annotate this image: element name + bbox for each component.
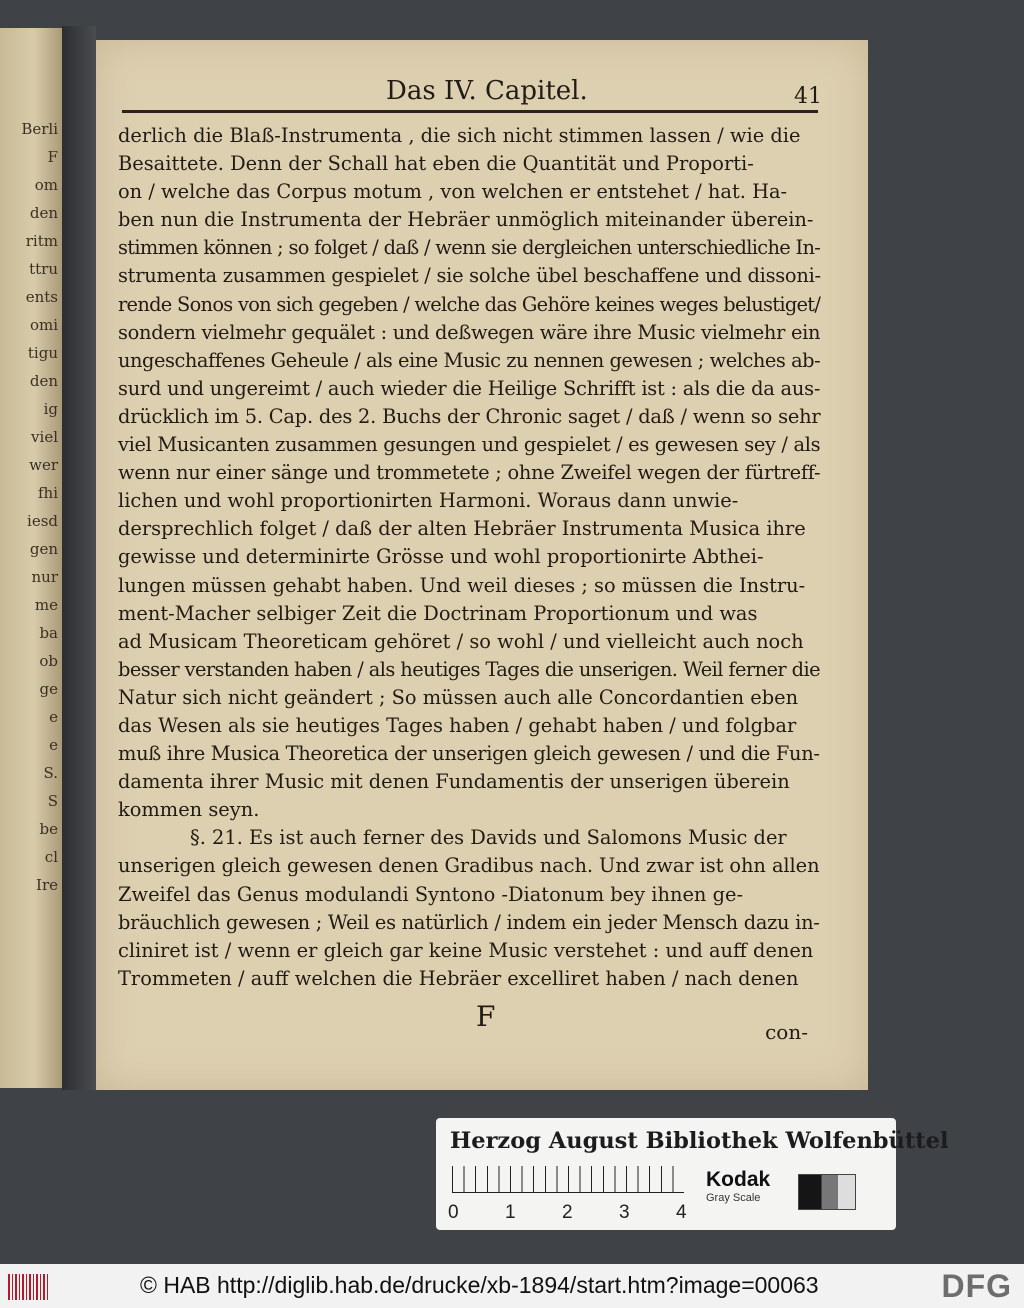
text-line: viel Musicanten zusammen gesungen und gespielet / es gewesen sey / als xyxy=(118,433,821,457)
text-line: wenn nur einer sänge und trommetete ; ohne Zweifel wegen der fürtreff- xyxy=(118,461,821,485)
text-line: lichen und wohl proportionirten Harmoni. Woraus dann unwie- xyxy=(118,489,739,513)
text-line: unserigen gleich gewesen denen Gradibus nach. Und zwar ist ohn allen xyxy=(118,854,820,878)
text-line: ben nun die Instrumenta der Hebräer unmöglich miteinander überein- xyxy=(118,208,814,232)
ruler-scale xyxy=(452,1166,684,1193)
text-line: surd und ungereimt / auch wieder die Heilige Schrifft ist : als die da aus- xyxy=(118,376,821,400)
ruler-numbers xyxy=(448,1202,698,1224)
text-line: Zweifel das Genus modulandi Syntono -Diatonum bey ihnen ge- xyxy=(118,882,744,906)
text-line: gewisse und determinirte Grösse und wohl proportionirte Abthei- xyxy=(118,545,764,569)
body-text xyxy=(118,122,820,993)
text-line: ad Musicam Theoreticam gehöret / so wohl / und vielleicht auch noch xyxy=(118,629,804,653)
text-line: ungeschaffenes Geheule / als eine Music zu nennen gewesen ; welches ab- xyxy=(118,348,821,372)
left-page-fragment: S. xyxy=(43,764,58,782)
dfg-logo: DFG xyxy=(941,1268,1012,1304)
left-page-fragment: nur xyxy=(31,568,58,586)
ruler-number: 1 xyxy=(505,1202,516,1223)
page-number: 41 xyxy=(794,84,822,109)
left-page-fragment: ob xyxy=(39,652,58,670)
page-foot xyxy=(96,1000,868,1060)
text-line: ment-Macher selbiger Zeit die Doctrinam Proportionum und was xyxy=(118,601,758,625)
left-page-fragment: e xyxy=(49,736,58,754)
viewer-footer xyxy=(0,1264,1024,1308)
left-page-edge xyxy=(0,28,64,1088)
left-page-fragment: den xyxy=(29,372,58,390)
left-page-fragment: Berli xyxy=(21,120,58,138)
text-line: Natur sich nicht geändert ; So müssen auch alle Concordantien eben xyxy=(118,685,799,709)
chapter-title: Das IV. Capitel. xyxy=(386,76,588,106)
left-page-fragment: ttru xyxy=(29,260,58,278)
left-page-fragment: ents xyxy=(25,288,58,306)
left-page-fragment: tigu xyxy=(27,344,58,362)
left-page-fragment: viel xyxy=(31,428,58,446)
text-line: kommen seyn. xyxy=(118,798,260,822)
left-page-fragment: iesd xyxy=(27,512,58,530)
text-line: muß ihre Musica Theoretica der unserigen gleich gewesen / und die Fun- xyxy=(118,742,820,766)
left-page-fragment: den xyxy=(29,204,58,222)
header-rule xyxy=(122,110,818,113)
ruler-number: 2 xyxy=(562,1202,573,1223)
ruler-number: 0 xyxy=(448,1202,459,1223)
text-line: lungen müssen gehabt haben. Und weil dieses ; so müssen die Instru- xyxy=(118,573,806,597)
book-page xyxy=(96,40,868,1090)
library-name: Herzog August Bibliothek Wolfenbüttel xyxy=(450,1128,949,1154)
text-line: drücklich im 5. Cap. des 2. Buchs der Chronic saget / daß / wenn so sehr xyxy=(118,404,821,428)
ruler-number: 4 xyxy=(676,1202,687,1223)
left-page-fragment: S xyxy=(47,792,58,810)
left-page-fragment: ig xyxy=(43,400,58,418)
left-page-fragment: me xyxy=(34,596,58,614)
catchword: con- xyxy=(765,1020,808,1044)
ruler-number: 3 xyxy=(619,1202,630,1223)
left-page-fragment: ritm xyxy=(25,232,58,250)
copyright-link[interactable]: © HAB http://diglib.hab.de/drucke/xb-1894/start.htm?image=00063 xyxy=(140,1272,819,1298)
text-line: cliniret ist / wenn er gleich gar keine Music verstehet : und auff denen xyxy=(118,938,814,962)
left-page-fragment: Ire xyxy=(36,876,58,894)
text-line: bräuchlich gewesen ; Weil es natürlich / indem ein jeder Mensch dazu in- xyxy=(118,910,820,934)
text-line: besser verstanden haben / als heutiges Tages die unserigen. Weil ferner die xyxy=(118,657,820,681)
barcode-icon xyxy=(8,1274,48,1300)
left-page-fragment: be xyxy=(39,820,58,838)
left-page-fragment: gen xyxy=(29,540,58,558)
text-line: dersprechlich folget / daß der alten Hebräer Instrumenta Musica ihre xyxy=(118,517,806,541)
signature-mark: F xyxy=(476,1000,496,1033)
scale-card xyxy=(436,1118,949,1230)
text-line: derlich die Blaß-Instrumenta , die sich nicht stimmen lassen / wie die xyxy=(118,124,801,147)
gray-scale-patch xyxy=(798,1174,856,1210)
left-page-fragment: wer xyxy=(29,456,58,474)
running-header xyxy=(96,74,868,114)
text-line: stimmen können ; so folget / daß / wenn sie dergleichen unterschiedliche In- xyxy=(118,236,821,260)
text-line: rende Sonos von sich gegeben / welche das Gehöre keines weges belustiget/ xyxy=(118,292,821,316)
text-line: das Wesen als sie heutiges Tages haben / gehabt haben / und folgbar xyxy=(118,713,797,737)
text-line: on / welche das Corpus motum , von welchen er entstehet / hat. Ha- xyxy=(118,180,788,204)
text-line: strumenta zusammen gespielet / sie solche übel beschaffene und dissoni- xyxy=(118,264,821,288)
left-page-fragment: e xyxy=(49,708,58,726)
text-line: sondern vielmehr gequälet : und deßwegen wäre ihre Music vielmehr ein xyxy=(118,320,821,344)
left-page-fragment: ge xyxy=(39,680,58,698)
left-page-fragment: om xyxy=(34,176,58,194)
gutter-shadow xyxy=(62,26,96,1090)
left-page-fragment: omi xyxy=(29,316,58,334)
text-line: Trommeten / auff welchen die Hebräer excelliret haben / nach denen xyxy=(118,966,799,990)
text-line: damenta ihrer Music mit denen Fundamentis der unserigen überein xyxy=(118,770,790,794)
text-line: §. 21. Es ist auch ferner des Davids und Salomons Music der xyxy=(190,826,787,850)
left-page-fragment: cl xyxy=(44,848,58,866)
kodak-logo: Kodak xyxy=(706,1168,771,1191)
left-page-fragment: ba xyxy=(39,624,58,642)
left-page-fragment: fhi xyxy=(37,484,58,502)
text-line: Besaittete. Denn der Schall hat eben die Quantität und Proporti- xyxy=(118,152,754,176)
left-page-fragment: F xyxy=(47,148,58,166)
gray-scale-label: Gray Scale xyxy=(706,1192,761,1204)
